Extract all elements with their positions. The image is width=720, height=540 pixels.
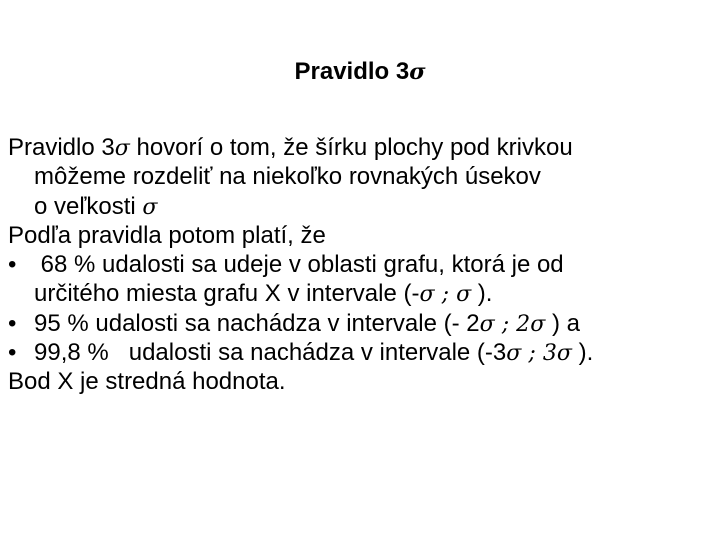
bullet-text: 99,8 % udalosti sa nachádza v intervale (-3 xyxy=(34,339,507,367)
slide-body xyxy=(8,133,714,397)
bullet-item-99-8 xyxy=(8,338,714,367)
paragraph-rule-text-a: Pravidlo 3 xyxy=(8,134,115,161)
paragraph-rule-line-1 xyxy=(8,133,714,162)
sigma-symbol: σ xyxy=(419,282,435,308)
bullet-text: ). xyxy=(571,339,594,367)
bullet-marker: • xyxy=(8,309,17,337)
paragraph-mean-point: Bod X je stredná hodnota. xyxy=(8,368,286,396)
sigma-symbol: σ xyxy=(142,194,158,220)
sigma-symbol: σ xyxy=(479,311,495,337)
interval-separator: ; 3 xyxy=(521,341,557,367)
slide-title xyxy=(0,56,720,88)
bullet-item-68-line-2 xyxy=(8,279,714,308)
bullet-text: ) a xyxy=(545,309,580,337)
paragraph-rule-line-3 xyxy=(8,192,714,221)
bullet-item-95 xyxy=(8,309,714,338)
sigma-symbol: σ xyxy=(530,311,546,337)
paragraph-rule-line-3-text: o veľkosti xyxy=(34,192,143,220)
bullet-item-68-line-1 xyxy=(8,250,714,279)
paragraph-rule-line-2: môžeme rozdeliť na niekoľko rovnakých úsekov xyxy=(34,163,541,191)
paragraph-rule-text-b: hovorí o tom, že šírku plochy pod krivkou xyxy=(129,134,573,161)
sigma-symbol: σ xyxy=(556,341,572,367)
bullet-text: 95 % udalosti sa nachádza v intervale (- 2 xyxy=(34,309,480,337)
sigma-symbol: σ xyxy=(114,136,130,161)
slide-title-text: Pravidlo 3 xyxy=(294,58,410,85)
paragraph-consequence: Podľa pravidla potom platí, že xyxy=(8,221,326,249)
bullet-marker: • xyxy=(8,339,17,367)
bullet-text: 68 % udalosti sa udeje v oblasti grafu, ktorá je od xyxy=(34,251,564,279)
bullet-marker: • xyxy=(8,251,17,279)
sigma-symbol: σ xyxy=(506,341,522,367)
sigma-symbol: σ xyxy=(409,59,426,85)
interval-separator: ; 2 xyxy=(494,311,531,337)
bullet-text: ). xyxy=(471,280,493,308)
sigma-symbol: σ xyxy=(456,282,472,308)
interval-separator: ; xyxy=(434,282,457,308)
bullet-text: určitého miesta grafu X v intervale (- xyxy=(34,280,420,308)
